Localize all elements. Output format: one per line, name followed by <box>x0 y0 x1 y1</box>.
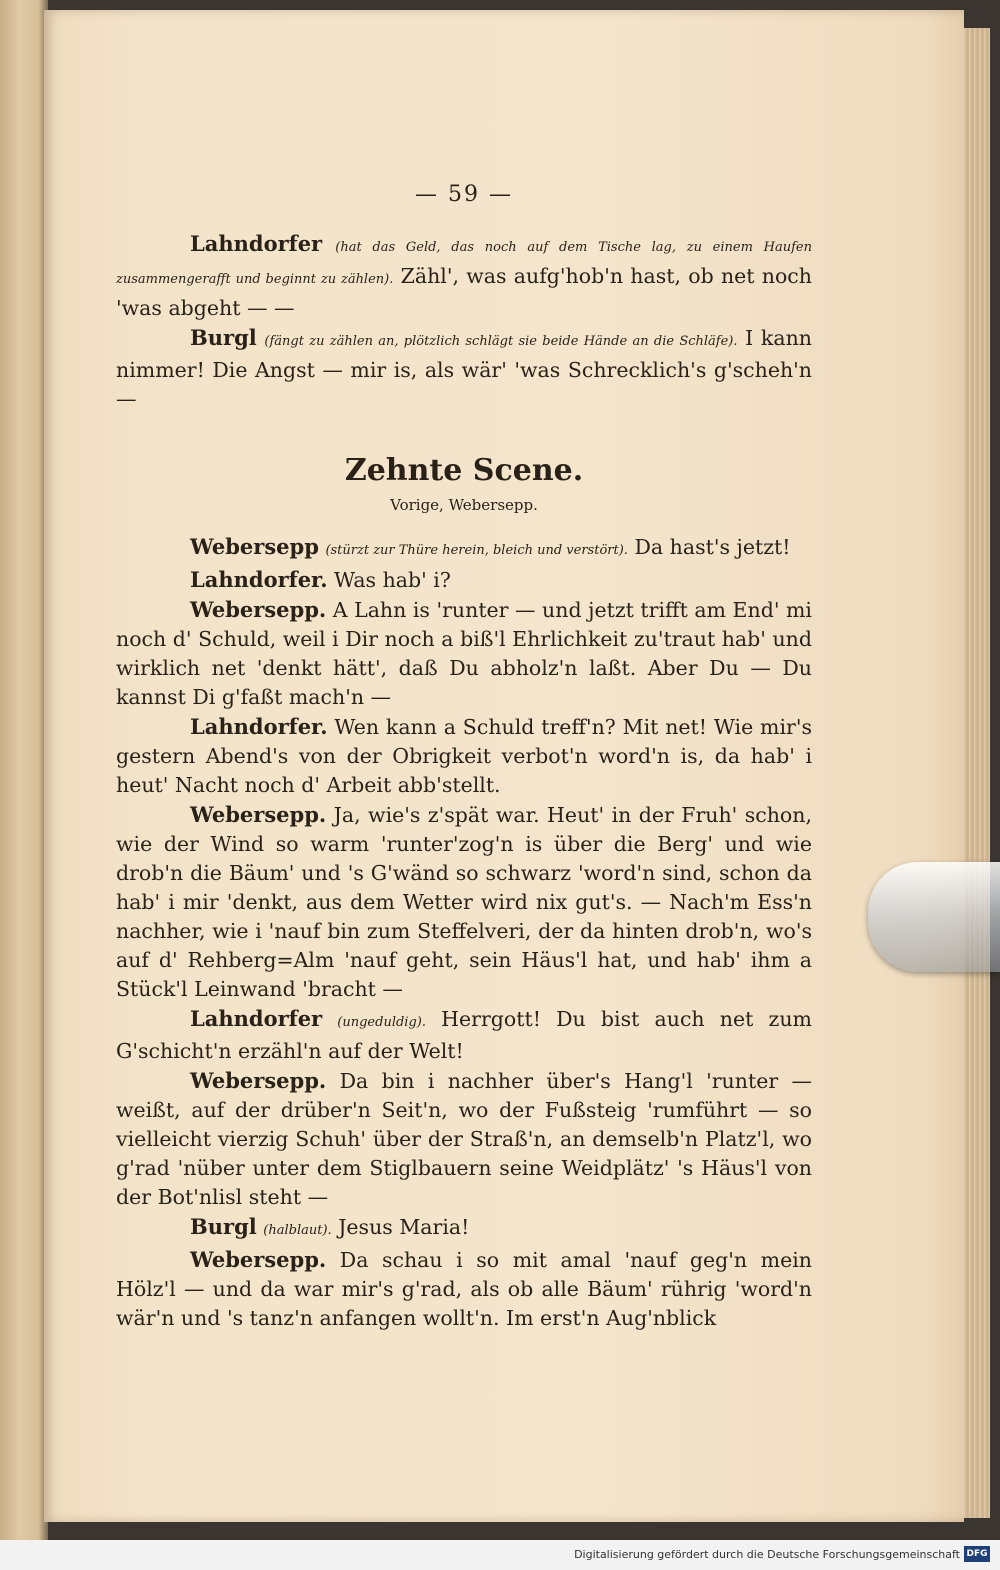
paragraph <box>116 800 812 1004</box>
paragraph <box>116 1212 812 1245</box>
stage-direction: (ungeduldig). <box>337 1015 426 1030</box>
speaker: Webersepp. <box>190 1068 327 1093</box>
dialogue: Da bin i nachher über's Hang'l 'runter — weißt, auf der drüber'n Seit'n, wo der Fußsteig 'rumführt — so vielleicht vierzig Schuh' über der Straß'n, an demselb'n Platz'l, wo g'rad 'nüber unter dem Stiglbauern seine Weidplätz' 's Häus'l von der Bot'nlisl steht — <box>116 1069 812 1209</box>
paragraph <box>116 565 812 595</box>
dfg-logo: DFG <box>964 1546 990 1562</box>
speaker: Lahndorfer. <box>190 714 328 739</box>
page-number: — 59 — <box>415 182 513 207</box>
dialogue: Zähl', was aufg'hob'n hast, ob net noch 'was abgeht — — <box>116 264 812 320</box>
stage-direction: (fängt zu zählen an, plötzlich schlägt sie beide Hände an die Schläfe). <box>264 334 738 349</box>
dialogue: Wen kann a Schuld treff'n? Mit net! Wie mir's gestern Abend's von der Obrigkeit verbot'n word'n is, da hab' i heut' Nacht noch d' Arbeit abb'stellt. <box>116 715 812 797</box>
left-page-edge <box>0 0 48 1540</box>
paragraph <box>116 595 812 712</box>
page-clip <box>868 862 1000 972</box>
speaker: Burgl <box>190 1214 257 1239</box>
dialogue: Jesus Maria! <box>338 1215 470 1239</box>
dialogue: A Lahn is 'runter — und jetzt trifft am End' mi noch d' Schuld, weil i Dir noch a biß'l Ehrlichkeit zu'traut hab' und wirklich net 'denkt hätt', daß Du abholz'n laßt. Aber Du — Du kannst Di g'faßt mach'n — <box>116 598 812 709</box>
stage-direction: (hat das Geld, das noch auf dem Tische lag, zu einem Haufen zusammengerafft und beginnt zu zählen). <box>116 240 812 287</box>
stage-direction: (halblaut). <box>263 1223 332 1238</box>
paragraph <box>116 1245 812 1333</box>
speaker: Lahndorfer. <box>190 567 328 592</box>
speaker: Lahndorfer <box>190 1006 323 1031</box>
dialogue: Da hast's jetzt! <box>634 535 791 559</box>
speaker: Lahndorfer <box>190 231 323 256</box>
speaker: Webersepp. <box>190 1247 327 1272</box>
page-text <box>116 180 812 1333</box>
speaker: Webersepp <box>190 534 319 559</box>
footer-credit: Digitalisierung gefördert durch die Deutsche Forschungsgemeinschaft <box>574 1548 960 1561</box>
paragraph <box>116 323 812 414</box>
paragraph <box>116 532 812 565</box>
stage-direction: (stürzt zur Thüre herein, bleich und verstört). <box>325 543 628 558</box>
dialogue: I kann nimmer! Die Angst — mir is, als wär' 'was Schrecklich's g'scheh'n — <box>116 326 812 411</box>
paragraph <box>116 1004 812 1066</box>
dialogue: Da schau i so mit amal 'nauf geg'n mein Hölz'l — und da war mir's g'rad, als ob alle Bäum' rührig 'word'n wär'n und 's tanz'n anfangen wollt'n. Im erst'n Aug'nblick <box>116 1248 812 1330</box>
paragraph <box>116 712 812 800</box>
scene-persons: Vorige, Webersepp. <box>390 496 538 514</box>
dialogue: Ja, wie's z'spät war. Heut' in der Fruh' schon, wie der Wind so warm 'runter'zog'n is über die Berg' und wie drob'n die Bäum' und 's G'wänd so schwarz 'word'n sind, schon da hab' i mir 'denkt, aus dem Wetter wird nix gut's. — Nach'm Ess'n nachher, wie i 'nauf bin zum Steffelveri, der da hinten drob'n, wo's auf d' Rehberg=Alm 'nauf geht, sein Häus'l hat, und hab' ihm a Stück'l Leinwand 'bracht — <box>116 803 812 1001</box>
page-edges <box>960 28 990 1518</box>
dialogue: Was hab' i? <box>334 568 451 592</box>
speaker: Burgl <box>190 325 257 350</box>
scene-title: Zehnte Scene. <box>344 453 584 488</box>
paragraph <box>116 229 812 323</box>
speaker: Webersepp. <box>190 802 327 827</box>
dialogue: Herrgott! Du bist auch net zum G'schicht'n erzähl'n auf der Welt! <box>116 1007 812 1063</box>
paragraph <box>116 1066 812 1212</box>
speaker: Webersepp. <box>190 597 327 622</box>
